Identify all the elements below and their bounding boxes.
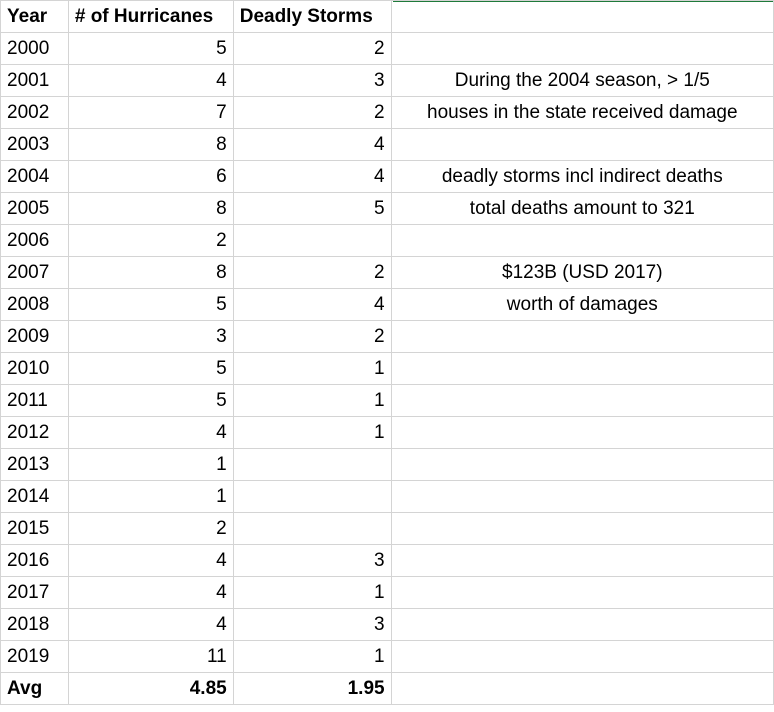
year-cell[interactable]: 2019 (1, 641, 69, 673)
table-row (1, 225, 774, 257)
year-cell[interactable]: 2005 (1, 193, 69, 225)
table-row (1, 641, 774, 673)
deadly-storms-cell[interactable]: 4 (233, 129, 391, 161)
avg-deadly-storms-cell[interactable]: 1.95 (233, 673, 391, 705)
hurricanes-cell[interactable]: 8 (68, 129, 233, 161)
year-cell[interactable]: 2010 (1, 353, 69, 385)
hurricanes-cell[interactable]: 8 (68, 193, 233, 225)
average-row (1, 673, 774, 705)
note-cell[interactable]: houses in the state received damage (391, 97, 773, 129)
hurricanes-cell[interactable]: 5 (68, 385, 233, 417)
year-cell[interactable]: 2009 (1, 321, 69, 353)
year-cell[interactable]: 2007 (1, 257, 69, 289)
year-cell[interactable]: 2004 (1, 161, 69, 193)
hurricanes-cell[interactable]: 4 (68, 417, 233, 449)
deadly-storms-cell[interactable] (233, 225, 391, 257)
year-cell[interactable]: 2013 (1, 449, 69, 481)
note-cell[interactable] (391, 609, 773, 641)
note-cell[interactable] (391, 33, 773, 65)
table-row (1, 97, 774, 129)
hurricanes-cell[interactable]: 5 (68, 353, 233, 385)
deadly-storms-cell[interactable]: 4 (233, 289, 391, 321)
note-cell[interactable] (391, 417, 773, 449)
note-cell[interactable] (391, 481, 773, 513)
note-cell[interactable]: During the 2004 season, > 1/5 (391, 65, 773, 97)
hurricanes-cell[interactable]: 4 (68, 65, 233, 97)
note-cell[interactable]: total deaths amount to 321 (391, 193, 773, 225)
year-cell[interactable]: 2000 (1, 33, 69, 65)
header-notes-cell[interactable] (391, 1, 773, 33)
deadly-storms-cell[interactable] (233, 449, 391, 481)
year-cell[interactable]: 2016 (1, 545, 69, 577)
year-cell[interactable]: 2017 (1, 577, 69, 609)
note-cell[interactable] (391, 385, 773, 417)
year-cell[interactable]: 2003 (1, 129, 69, 161)
year-cell[interactable]: 2011 (1, 385, 69, 417)
hurricanes-cell[interactable]: 11 (68, 641, 233, 673)
year-cell[interactable]: 2008 (1, 289, 69, 321)
header-hurricanes[interactable]: # of Hurricanes (68, 1, 233, 33)
table-row (1, 609, 774, 641)
hurricanes-cell[interactable]: 6 (68, 161, 233, 193)
table-row (1, 257, 774, 289)
deadly-storms-cell[interactable]: 3 (233, 609, 391, 641)
year-cell[interactable]: 2015 (1, 513, 69, 545)
note-cell[interactable]: worth of damages (391, 289, 773, 321)
avg-note-cell[interactable] (391, 673, 773, 705)
hurricanes-cell[interactable]: 2 (68, 225, 233, 257)
deadly-storms-cell[interactable]: 1 (233, 385, 391, 417)
deadly-storms-cell[interactable]: 3 (233, 545, 391, 577)
table-body (1, 1, 774, 705)
table-row (1, 33, 774, 65)
deadly-storms-cell[interactable]: 1 (233, 353, 391, 385)
table-row (1, 65, 774, 97)
note-cell[interactable] (391, 641, 773, 673)
note-cell[interactable] (391, 577, 773, 609)
note-cell[interactable] (391, 545, 773, 577)
deadly-storms-cell[interactable]: 5 (233, 193, 391, 225)
header-row (1, 1, 774, 33)
note-cell[interactable]: $123B (USD 2017) (391, 257, 773, 289)
avg-label-cell[interactable]: Avg (1, 673, 69, 705)
year-cell[interactable]: 2006 (1, 225, 69, 257)
table-row (1, 417, 774, 449)
deadly-storms-cell[interactable]: 2 (233, 97, 391, 129)
table-row (1, 577, 774, 609)
deadly-storms-cell[interactable]: 2 (233, 257, 391, 289)
hurricanes-cell[interactable]: 8 (68, 257, 233, 289)
year-cell[interactable]: 2002 (1, 97, 69, 129)
deadly-storms-cell[interactable]: 1 (233, 641, 391, 673)
deadly-storms-cell[interactable]: 3 (233, 65, 391, 97)
year-cell[interactable]: 2001 (1, 65, 69, 97)
deadly-storms-cell[interactable]: 1 (233, 577, 391, 609)
avg-hurricanes-cell[interactable]: 4.85 (68, 673, 233, 705)
deadly-storms-cell[interactable]: 1 (233, 417, 391, 449)
table-row (1, 289, 774, 321)
table-row (1, 353, 774, 385)
hurricanes-cell[interactable]: 5 (68, 33, 233, 65)
year-cell[interactable]: 2012 (1, 417, 69, 449)
header-year[interactable]: Year (1, 1, 69, 33)
note-cell[interactable] (391, 513, 773, 545)
note-cell[interactable]: deadly storms incl indirect deaths (391, 161, 773, 193)
year-cell[interactable]: 2018 (1, 609, 69, 641)
table-row (1, 193, 774, 225)
deadly-storms-cell[interactable] (233, 513, 391, 545)
table-row (1, 545, 774, 577)
deadly-storms-cell[interactable]: 2 (233, 33, 391, 65)
table-row (1, 385, 774, 417)
table-row (1, 321, 774, 353)
hurricanes-cell[interactable]: 3 (68, 321, 233, 353)
hurricanes-cell[interactable]: 2 (68, 513, 233, 545)
hurricanes-cell[interactable]: 1 (68, 449, 233, 481)
hurricanes-cell[interactable]: 1 (68, 481, 233, 513)
note-cell[interactable] (391, 321, 773, 353)
table-row (1, 513, 774, 545)
note-cell[interactable] (391, 225, 773, 257)
table-row (1, 161, 774, 193)
deadly-storms-cell[interactable]: 4 (233, 161, 391, 193)
header-deadly-storms[interactable]: Deadly Storms (233, 1, 391, 33)
deadly-storms-cell[interactable] (233, 481, 391, 513)
table-row (1, 481, 774, 513)
hurricanes-cell[interactable]: 5 (68, 289, 233, 321)
hurricanes-cell[interactable]: 4 (68, 577, 233, 609)
table-row (1, 449, 774, 481)
note-cell[interactable] (391, 449, 773, 481)
deadly-storms-cell[interactable]: 2 (233, 321, 391, 353)
hurricanes-cell[interactable]: 4 (68, 545, 233, 577)
note-cell[interactable] (391, 353, 773, 385)
year-cell[interactable]: 2014 (1, 481, 69, 513)
hurricanes-cell[interactable]: 4 (68, 609, 233, 641)
note-cell[interactable] (391, 129, 773, 161)
table-row (1, 129, 774, 161)
hurricanes-cell[interactable]: 7 (68, 97, 233, 129)
